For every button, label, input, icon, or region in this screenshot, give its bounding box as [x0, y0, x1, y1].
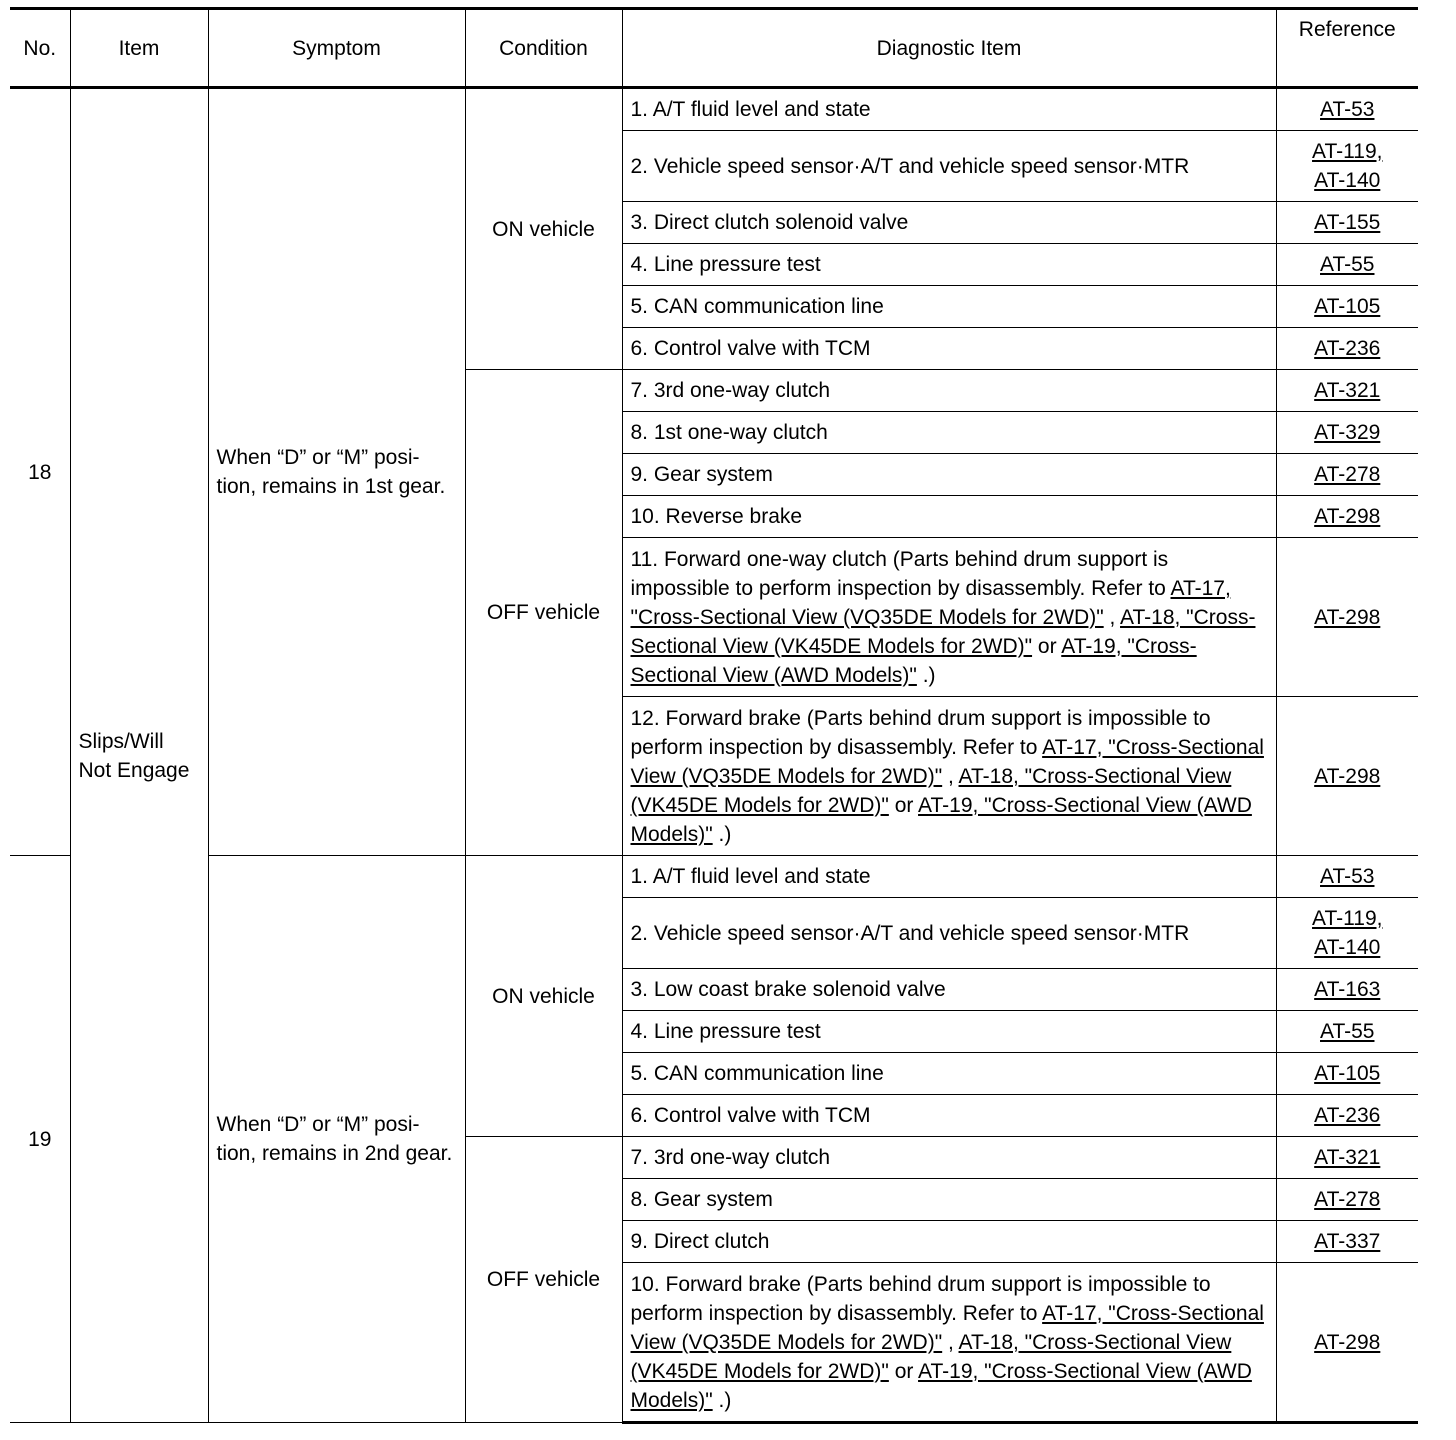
header-no: No. [10, 9, 70, 88]
diagnostic-item: 10. Reverse brake [622, 496, 1276, 538]
cross-section-link-awd[interactable]: AT-19, "Cross-Sectional View (AWD Models)" [630, 634, 1197, 687]
row-number: 19 [10, 856, 70, 1423]
diagnostic-item: 7. 3rd one-way clutch [622, 1137, 1276, 1179]
reference-link[interactable]: AT-119, [1312, 140, 1383, 163]
diagnostic-item: 9. Gear system [622, 454, 1276, 496]
diagnostic-text: 11. Forward one-way clutch (Parts behind drum support is impossible to perform inspection by disassembly. Refer to [630, 547, 1171, 600]
reference-link[interactable]: AT-163 [1314, 978, 1381, 1001]
separator: , [1103, 605, 1121, 629]
reference [1276, 697, 1418, 856]
diagnostic-item: 5. CAN communication line [622, 286, 1276, 328]
header-condition: Condition [465, 9, 622, 88]
diagnostic-item: 9. Direct clutch [622, 1221, 1276, 1263]
item-name: Slips/Will Not Engage [70, 88, 208, 1423]
reference [1276, 131, 1418, 202]
diagnostic-item [622, 538, 1276, 697]
reference-link[interactable]: AT-119, [1312, 907, 1383, 930]
diagnostic-item: 6. Control valve with TCM [622, 328, 1276, 370]
header-diagnostic-item: Diagnostic Item [622, 9, 1276, 88]
table-row [10, 856, 1418, 898]
reference [1276, 202, 1418, 244]
reference [1276, 412, 1418, 454]
reference-link[interactable]: AT-140 [1314, 169, 1381, 192]
reference-link[interactable]: AT-53 [1320, 98, 1375, 121]
diagnostic-table [10, 7, 1418, 1424]
reference [1276, 328, 1418, 370]
reference-link[interactable]: AT-278 [1314, 463, 1381, 486]
reference [1276, 496, 1418, 538]
reference [1276, 856, 1418, 898]
cross-section-link-vk45de[interactable]: AT-18, "Cross-Sectional View (VK45DE Models for 2WD)" [630, 605, 1256, 658]
diagnostic-item: 1. A/T fluid level and state [622, 88, 1276, 131]
reference-link[interactable]: AT-298 [1314, 505, 1381, 528]
reference-link[interactable]: AT-55 [1320, 1020, 1375, 1043]
diagnostic-text: 12. Forward brake (Parts behind drum support is impossible to perform inspection by disassembly. Refer to [630, 706, 1211, 759]
separator: or [888, 793, 919, 817]
diagnostic-item: 8. Gear system [622, 1179, 1276, 1221]
reference [1276, 1011, 1418, 1053]
header-row [10, 9, 1418, 88]
reference-link[interactable]: AT-329 [1314, 421, 1381, 444]
diagnostic-text-end: .) [916, 663, 936, 687]
diagnostic-item: 2. Vehicle speed sensor·A/T and vehicle speed sensor·MTR [622, 898, 1276, 969]
reference-link[interactable]: AT-236 [1314, 337, 1381, 360]
reference-link[interactable]: AT-298 [1314, 1330, 1381, 1354]
diagnostic-item: 3. Low coast brake solenoid valve [622, 969, 1276, 1011]
condition-off-vehicle: OFF vehicle [465, 1137, 622, 1423]
symptom: When “D” or “M” posi-tion, remains in 1st gear. [208, 88, 465, 856]
reference-link[interactable]: AT-321 [1314, 1146, 1381, 1169]
reference-link[interactable]: AT-155 [1314, 211, 1381, 234]
reference-link[interactable]: AT-55 [1320, 253, 1375, 276]
reference-link[interactable]: AT-278 [1314, 1188, 1381, 1211]
reference [1276, 286, 1418, 328]
table-row [10, 88, 1418, 131]
reference-link[interactable]: AT-105 [1314, 1062, 1381, 1085]
header-reference: Reference [1276, 9, 1418, 88]
reference [1276, 538, 1418, 697]
reference-link[interactable]: AT-298 [1314, 764, 1381, 788]
condition-off-vehicle: OFF vehicle [465, 370, 622, 856]
reference [1276, 244, 1418, 286]
reference [1276, 1179, 1418, 1221]
separator: or [888, 1359, 919, 1383]
reference-link[interactable]: AT-236 [1314, 1104, 1381, 1127]
diagnostic-text-end: .) [712, 822, 732, 846]
reference-link[interactable]: AT-53 [1320, 865, 1375, 888]
diagnostic-item [622, 1263, 1276, 1423]
diagnostic-item: 7. 3rd one-way clutch [622, 370, 1276, 412]
reference [1276, 88, 1418, 131]
header-symptom: Symptom [208, 9, 465, 88]
diagnostic-item: 1. A/T fluid level and state [622, 856, 1276, 898]
diagnostic-item: 8. 1st one-way clutch [622, 412, 1276, 454]
diagnostic-item: 5. CAN communication line [622, 1053, 1276, 1095]
diagnostic-text-end: .) [712, 1388, 732, 1412]
diagnostic-item: 2. Vehicle speed sensor·A/T and vehicle speed sensor·MTR [622, 131, 1276, 202]
condition-on-vehicle: ON vehicle [465, 88, 622, 370]
symptom: When “D” or “M” posi-tion, remains in 2nd gear. [208, 856, 465, 1423]
diagnostic-item: 3. Direct clutch solenoid valve [622, 202, 1276, 244]
diagnostic-item [622, 697, 1276, 856]
reference [1276, 370, 1418, 412]
diagnostic-text: 10. Forward brake (Parts behind drum support is impossible to perform inspection by disassembly. Refer to [630, 1272, 1211, 1325]
separator: , [942, 764, 959, 788]
cross-section-link-vk45de[interactable]: AT-18, "Cross-Sectional View (VK45DE Models for 2WD)" [630, 1330, 1232, 1383]
reference [1276, 1263, 1418, 1423]
condition-on-vehicle: ON vehicle [465, 856, 622, 1137]
reference-link[interactable]: AT-298 [1314, 605, 1381, 629]
reference [1276, 898, 1418, 969]
reference-link[interactable]: AT-337 [1314, 1230, 1381, 1253]
reference-link[interactable]: AT-105 [1314, 295, 1381, 318]
reference [1276, 1137, 1418, 1179]
reference [1276, 969, 1418, 1011]
cross-section-link-vq35de[interactable]: AT-17, "Cross-Sectional View (VQ35DE Models for 2WD)" [630, 1301, 1264, 1354]
header-item: Item [70, 9, 208, 88]
reference [1276, 1053, 1418, 1095]
reference-link[interactable]: AT-140 [1314, 936, 1381, 959]
reference [1276, 454, 1418, 496]
row-number: 18 [10, 88, 70, 856]
diagnostic-item: 4. Line pressure test [622, 244, 1276, 286]
reference [1276, 1221, 1418, 1263]
separator: , [942, 1330, 959, 1354]
diagnostic-item: 6. Control valve with TCM [622, 1095, 1276, 1137]
reference [1276, 1095, 1418, 1137]
diagnostic-item: 4. Line pressure test [622, 1011, 1276, 1053]
cross-section-link-awd[interactable]: AT-19, "Cross-Sectional View (AWD Models)" [630, 793, 1252, 846]
cross-section-link-vk45de[interactable]: AT-18, "Cross-Sectional View (VK45DE Models for 2WD)" [630, 764, 1232, 817]
cross-section-link-awd[interactable]: AT-19, "Cross-Sectional View (AWD Models)" [630, 1359, 1252, 1412]
cross-section-link-vq35de[interactable]: AT-17, "Cross-Sectional View (VQ35DE Models for 2WD)" [630, 576, 1231, 629]
reference-link[interactable]: AT-321 [1314, 379, 1381, 402]
cross-section-link-vq35de[interactable]: AT-17, "Cross-Sectional View (VQ35DE Models for 2WD)" [630, 735, 1264, 788]
separator: or [1032, 634, 1062, 658]
